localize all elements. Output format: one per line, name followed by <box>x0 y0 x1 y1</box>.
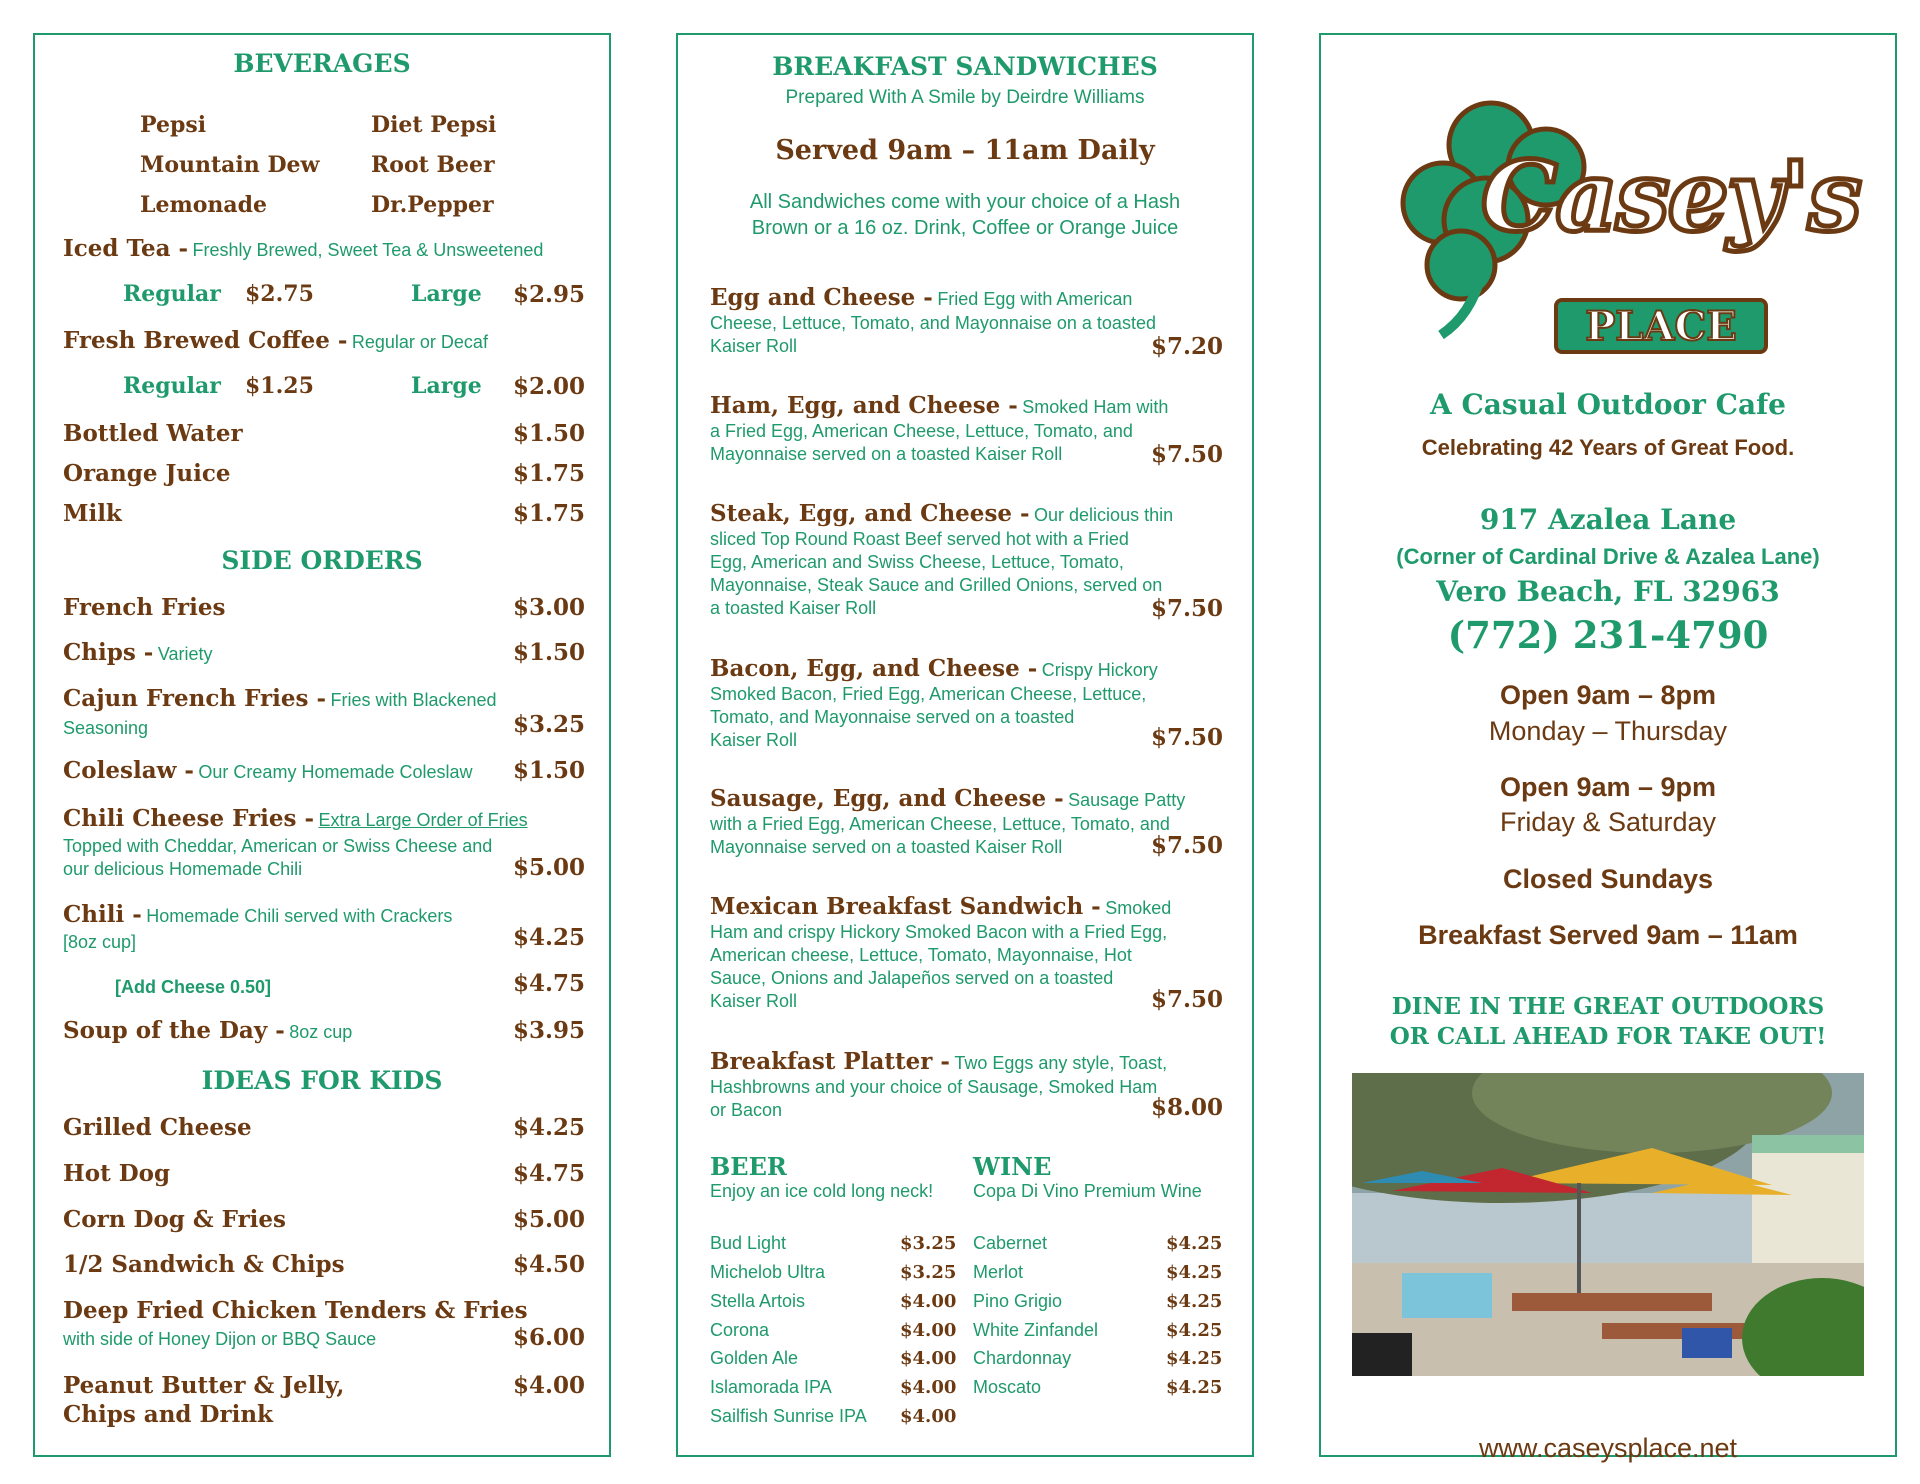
chili-addon: [Add Cheese 0.50] <box>115 977 272 997</box>
iced-tea-regular-label: Regular <box>123 281 221 307</box>
breakfast-hours: Breakfast Served 9am – 11am <box>1418 920 1798 950</box>
beer-name: Sailfish Sunrise IPA <box>710 1406 867 1426</box>
iced-tea-regular-price: $2.75 <box>245 281 314 307</box>
wine-heading: WINE <box>973 1152 1052 1181</box>
iced-tea-item <box>63 235 543 262</box>
breakfast-subtitle: Prepared With A Smile by Deirdre Williams <box>785 87 1145 108</box>
breakfast-item-desc: a toasted Kaiser Roll <box>710 598 877 618</box>
breakfast-item-desc: Smoked Bacon, Fried Egg, American Cheese, Lettuce, <box>710 684 1147 704</box>
dine-in-line-2: OR CALL AHEAD FOR TAKE OUT! <box>1389 1023 1827 1050</box>
beer-price: $4.00 <box>900 1377 957 1398</box>
wine-name: Merlot <box>973 1262 1024 1282</box>
beer-price: $4.00 <box>900 1406 957 1427</box>
beer-name: Islamorada IPA <box>710 1377 832 1397</box>
beverages-heading: BEVERAGES <box>233 49 411 78</box>
wine-price: $4.25 <box>1166 1377 1223 1398</box>
coffee-name: Fresh Brewed Coffee - <box>63 327 348 354</box>
coleslaw-name: Coleslaw - <box>63 757 194 784</box>
celebrating-text: Celebrating 42 Years of Great Food. <box>1421 435 1795 460</box>
soda-diet-pepsi: Diet Pepsi <box>371 112 497 138</box>
hot-dog-name: Hot Dog <box>63 1160 171 1187</box>
orange-juice-price: $1.75 <box>512 460 585 487</box>
chili-item <box>63 901 452 928</box>
soup-item <box>63 1017 352 1044</box>
kids-heading: IDEAS FOR KIDS <box>201 1066 443 1095</box>
cajun-fries-name: Cajun French Fries - <box>63 685 327 712</box>
wine-price: $4.25 <box>1166 1262 1223 1283</box>
coffee-regular-label: Regular <box>123 373 221 399</box>
breakfast-item-price: $7.50 <box>1150 832 1223 859</box>
soda-mountain-dew: Mountain Dew <box>140 152 320 178</box>
milk-price: $1.75 <box>512 500 585 527</box>
breakfast-item-price: $7.50 <box>1150 595 1223 622</box>
hours-weekend: Open 9am – 9pm <box>1499 772 1717 802</box>
info-panel <box>1319 33 1897 1463</box>
chili-fries-item <box>63 805 528 832</box>
chili-desc-2: [8oz cup] <box>63 932 137 952</box>
wine-name: Chardonnay <box>973 1348 1072 1368</box>
breakfast-item-name: Egg and Cheese - <box>710 284 933 311</box>
breakfast-served: Served 9am – 11am Daily <box>775 135 1155 166</box>
breakfast-item-desc: Kaiser Roll <box>710 991 798 1011</box>
milk-name: Milk <box>63 500 122 527</box>
address-line-3: Vero Beach, FL 32963 <box>1436 575 1780 608</box>
breakfast-item-name: Bacon, Egg, and Cheese - <box>710 655 1038 682</box>
breakfast-item-price: $7.50 <box>1150 724 1223 751</box>
iced-tea-name: Iced Tea - <box>63 235 189 262</box>
wine-price: $4.25 <box>1166 1233 1223 1254</box>
french-fries-price: $3.00 <box>512 594 585 621</box>
breakfast-item-name: Breakfast Platter - <box>710 1048 950 1075</box>
beer-price: $3.25 <box>900 1262 957 1283</box>
half-sandwich-name: 1/2 Sandwich & Chips <box>63 1251 345 1278</box>
beer-name: Stella Artois <box>710 1291 806 1311</box>
corn-dog-name: Corn Dog & Fries <box>63 1206 287 1233</box>
cajun-fries-item <box>63 685 497 712</box>
breakfast-note-1: All Sandwiches come with your choice of a Hash <box>749 191 1181 213</box>
days-weekday: Monday – Thursday <box>1488 716 1728 746</box>
breakfast-item-desc: Crispy Hickory <box>1041 660 1158 680</box>
coffee-large-label: Large <box>411 373 482 399</box>
breakfast-item-name: Sausage, Egg, and Cheese - <box>710 785 1064 812</box>
grilled-cheese-price: $4.25 <box>512 1114 585 1141</box>
breakfast-item-desc: Two Eggs any style, Toast, <box>954 1053 1168 1073</box>
breakfast-drinks-panel <box>676 33 1254 1457</box>
beer-name: Michelob Ultra <box>710 1262 826 1282</box>
grilled-cheese-name: Grilled Cheese <box>63 1114 252 1141</box>
breakfast-item <box>710 785 1185 812</box>
wine-subtitle: Copa Di Vino Premium Wine <box>973 1181 1202 1201</box>
breakfast-item <box>710 655 1158 682</box>
soup-name: Soup of the Day - <box>63 1017 285 1044</box>
breakfast-item-desc: sliced Top Round Roast Beef served hot with a Fried <box>710 529 1129 549</box>
breakfast-item-desc: Hashbrowns and your choice of Sausage, Smoked Ham <box>710 1077 1158 1097</box>
iced-tea-large-label: Large <box>411 281 482 307</box>
days-weekend: Friday & Saturday <box>1499 807 1717 837</box>
beverages-sides-kids-panel <box>33 33 611 1457</box>
side-orders-heading: SIDE ORDERS <box>221 546 423 575</box>
soup-price: $3.95 <box>512 1017 585 1044</box>
website-link[interactable]: www.caseysplace.net <box>1478 1433 1738 1463</box>
chips-price: $1.50 <box>512 639 585 666</box>
breakfast-item-price: $8.00 <box>1150 1094 1223 1121</box>
coleslaw-desc: Our Creamy Homemade Coleslaw <box>198 762 473 782</box>
chili-name: Chili - <box>63 901 142 928</box>
address-line-1: 917 Azalea Lane <box>1479 503 1737 536</box>
breakfast-item-name: Ham, Egg, and Cheese - <box>710 392 1018 419</box>
breakfast-item-desc: a Fried Egg, American Cheese, Lettuce, Tomato, and <box>710 421 1133 441</box>
breakfast-item-name: Mexican Breakfast Sandwich - <box>710 893 1101 920</box>
breakfast-item-desc: American cheese, Lettuce, Tomato, Mayonnaise, Hot <box>710 945 1132 965</box>
wine-name: Pino Grigio <box>973 1291 1063 1311</box>
breakfast-item <box>710 893 1171 920</box>
breakfast-item-desc: Mayonnaise served on a toasted Kaiser Roll <box>710 444 1063 464</box>
beer-subtitle: Enjoy an ice cold long neck! <box>710 1181 934 1201</box>
breakfast-item-price: $7.20 <box>1150 333 1223 360</box>
address-line-2: (Corner of Cardinal Drive & Azalea Lane) <box>1396 544 1820 569</box>
breakfast-item <box>710 1048 1167 1075</box>
soda-lemonade: Lemonade <box>140 192 268 218</box>
breakfast-item-desc: Tomato, and Mayonnaise served on a toasted <box>710 707 1075 727</box>
breakfast-item-desc: Ham and crispy Hickory Smoked Bacon with a Fried Egg, <box>710 922 1168 942</box>
beer-name: Golden Ale <box>710 1348 799 1368</box>
beer-name: Corona <box>710 1320 770 1340</box>
soda-pepsi: Pepsi <box>140 112 207 138</box>
chips-item <box>63 639 213 666</box>
breakfast-item-desc: Sausage Patty <box>1068 790 1186 810</box>
breakfast-item-price: $7.50 <box>1150 986 1223 1013</box>
beer-name: Bud Light <box>710 1233 787 1253</box>
wine-price: $4.25 <box>1166 1291 1223 1312</box>
wine-price: $4.25 <box>1166 1320 1223 1341</box>
wine-name: Moscato <box>973 1377 1042 1397</box>
breakfast-item <box>710 500 1173 527</box>
corn-dog-price: $5.00 <box>512 1206 585 1233</box>
cajun-fries-price: $3.25 <box>512 711 585 738</box>
phone-number: (772) 231-4790 <box>1447 613 1769 657</box>
chili-addon-price: $4.75 <box>512 970 585 997</box>
chili-fries-price: $5.00 <box>512 854 585 881</box>
iced-tea-large-price: $2.95 <box>512 281 585 308</box>
bottled-water-name: Bottled Water <box>63 420 243 447</box>
chips-desc: Variety <box>157 644 213 664</box>
logo-caseys-text: Casey's <box>1481 140 1860 253</box>
soda-dr-pepper: Dr.Pepper <box>371 192 494 218</box>
chips-name: Chips - <box>63 639 154 666</box>
coleslaw-item <box>63 757 473 784</box>
coffee-large-price: $2.00 <box>512 373 585 400</box>
patio-photo <box>1352 1073 1864 1376</box>
logo-place-text: PLACE <box>1585 303 1737 350</box>
breakfast-item <box>710 284 1132 311</box>
breakfast-item-price: $7.50 <box>1150 441 1223 468</box>
breakfast-item-desc: or Bacon <box>710 1100 783 1120</box>
closed-sundays: Closed Sundays <box>1502 864 1714 894</box>
hot-dog-price: $4.75 <box>512 1160 585 1187</box>
beer-price: $3.25 <box>900 1233 957 1254</box>
tenders-desc: with side of Honey Dijon or BBQ Sauce <box>63 1329 377 1349</box>
breakfast-item-desc: Mayonnaise, Steak Sauce and Grilled Onions, served on <box>710 575 1163 595</box>
breakfast-item-desc: Egg, American and Swiss Cheese, Lettuce, Tomato, <box>710 552 1124 572</box>
hours-weekday: Open 9am – 8pm <box>1499 680 1717 710</box>
breakfast-item-desc: with a Fried Egg, American Cheese, Lettuce, Tomato, and <box>710 814 1170 834</box>
coleslaw-price: $1.50 <box>512 757 585 784</box>
tenders-price: $6.00 <box>512 1324 585 1351</box>
orange-juice-name: Orange Juice <box>63 460 231 487</box>
cajun-fries-desc-2: Seasoning <box>63 718 149 738</box>
breakfast-item <box>710 392 1168 419</box>
coffee-regular-price: $1.25 <box>245 373 314 399</box>
french-fries-name: French Fries <box>63 594 226 621</box>
breakfast-item-desc: Smoked Ham with <box>1022 397 1169 417</box>
breakfast-item-desc: Kaiser Roll <box>710 730 798 750</box>
breakfast-item-name: Steak, Egg, and Cheese - <box>710 500 1030 527</box>
tenders-name: Deep Fried Chicken Tenders & Fries <box>63 1297 528 1324</box>
chili-fries-desc-2: our delicious Homemade Chili <box>63 859 303 879</box>
pbj-name-1: Peanut Butter & Jelly, <box>63 1372 345 1399</box>
soup-desc: 8oz cup <box>289 1022 353 1042</box>
wine-name: Cabernet <box>973 1233 1048 1253</box>
breakfast-item-desc: Smoked <box>1105 898 1172 918</box>
breakfast-item-desc: Fried Egg with American <box>937 289 1133 309</box>
breakfast-heading: BREAKFAST SANDWICHES <box>772 52 1158 81</box>
beer-price: $4.00 <box>900 1291 957 1312</box>
breakfast-item-desc: Cheese, Lettuce, Tomato, and Mayonnaise on a toasted <box>710 313 1156 333</box>
beer-heading: BEER <box>710 1152 787 1181</box>
chili-desc: Homemade Chili served with Crackers <box>146 906 453 926</box>
pbj-name-2: Chips and Drink <box>63 1401 273 1428</box>
wine-price: $4.25 <box>1166 1348 1223 1369</box>
breakfast-item-desc: Our delicious thin <box>1034 505 1174 525</box>
chili-fries-desc-1: Topped with Cheddar, American or Swiss Cheese and <box>63 836 493 856</box>
coffee-desc: Regular or Decaf <box>351 332 488 352</box>
breakfast-note-2: Brown or a 16 oz. Drink, Coffee or Orange Juice <box>751 217 1179 239</box>
beer-price: $4.00 <box>900 1320 957 1341</box>
breakfast-item-desc: Sauce, Onions and Jalapeños served on a toasted <box>710 968 1114 988</box>
tagline: A Casual Outdoor Cafe <box>1430 388 1786 421</box>
beer-price: $4.00 <box>900 1348 957 1369</box>
wine-name: White Zinfandel <box>973 1320 1099 1340</box>
chili-fries-link: Extra Large Order of Fries <box>318 810 528 830</box>
breakfast-item-desc: Mayonnaise served on a toasted Kaiser Roll <box>710 837 1063 857</box>
half-sandwich-price: $4.50 <box>512 1251 585 1278</box>
chili-fries-name: Chili Cheese Fries - <box>63 805 315 832</box>
chili-price: $4.25 <box>512 924 585 951</box>
pbj-price: $4.00 <box>512 1372 585 1399</box>
iced-tea-desc: Freshly Brewed, Sweet Tea & Unsweetened <box>192 240 544 260</box>
breakfast-item-desc: Kaiser Roll <box>710 336 798 356</box>
coffee-item <box>63 327 488 354</box>
soda-root-beer: Root Beer <box>371 152 495 178</box>
dine-in-line-1: DINE IN THE GREAT OUTDOORS <box>1391 993 1825 1020</box>
cajun-fries-desc: Fries with Blackened <box>330 690 497 710</box>
bottled-water-price: $1.50 <box>512 420 585 447</box>
caseys-logo <box>1371 85 1860 365</box>
